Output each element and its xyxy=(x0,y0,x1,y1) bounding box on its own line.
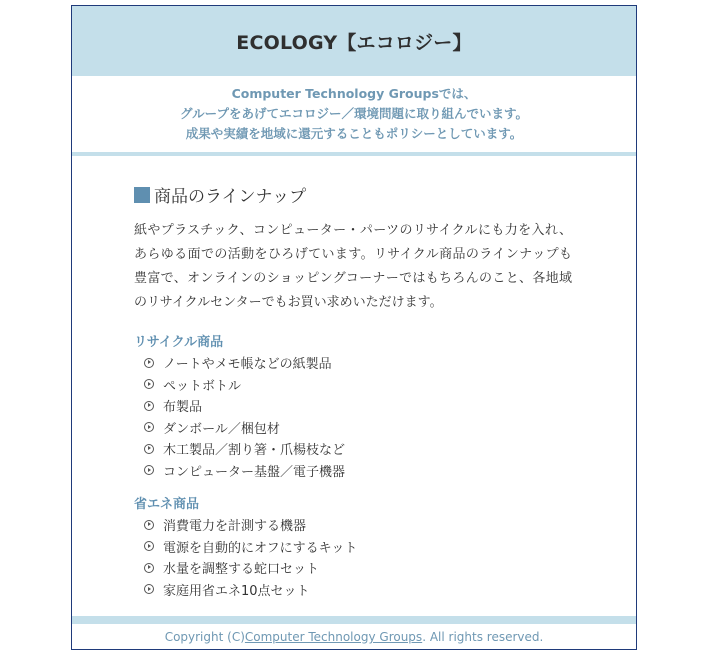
circled-triangle-bullet-icon xyxy=(144,465,154,475)
list-item xyxy=(144,417,636,439)
intro-line-1: Computer Technology Groupsでは、 xyxy=(231,86,477,101)
intro-line-3: 成果や実績を地域に還元することもポリシーとしています。 xyxy=(185,126,523,141)
list-item-label: 水量を調整する蛇口セット xyxy=(163,562,320,578)
circled-triangle-bullet-icon xyxy=(144,422,154,432)
page-header xyxy=(72,6,636,76)
section-body: 紙やプラスチック、コンピューター・パーツのリサイクルにも力を入れ、あらゆる面での活動をひろげています。リサイクル商品のラインナップも豊富で、オンラインのショッピングコーナーではもちろんのこと、各地域のリサイクルセンターでもお買い求めいただけます。 xyxy=(134,223,572,310)
category-title-energy: 省エネ商品 xyxy=(134,497,200,512)
square-marker-icon xyxy=(134,187,150,203)
list-item xyxy=(144,536,636,558)
list-item-label: 布製品 xyxy=(163,400,203,416)
list-item-label: ペットボトル xyxy=(163,378,242,394)
circled-triangle-bullet-icon xyxy=(144,584,154,594)
list-item xyxy=(144,460,636,482)
list-item-label: ダンボール／梱包材 xyxy=(163,421,280,437)
intro-line-2: グループをあげてエコロジー／環境問題に取り組んでいます。 xyxy=(179,106,528,121)
list-item xyxy=(144,374,636,396)
copyright-prefix: Copyright (C) xyxy=(164,630,245,644)
list-item-label: 消費電力を計測する機器 xyxy=(163,519,307,535)
list-item xyxy=(144,395,636,417)
list-item-label: 家庭用省エネ10点セット xyxy=(163,583,310,599)
recycle-list xyxy=(134,352,636,481)
list-item xyxy=(144,579,636,601)
circled-triangle-bullet-icon xyxy=(144,401,154,411)
section-title: 商品のラインナップ xyxy=(154,187,307,207)
list-item-label: 木工製品／割り箸・爪楊枝など xyxy=(163,443,346,459)
circled-triangle-bullet-icon xyxy=(144,563,154,573)
list-item-label: コンピューター基盤／電子機器 xyxy=(163,464,346,480)
page-title: ECOLOGY【エコロジー】 xyxy=(236,31,472,54)
list-item xyxy=(144,352,636,374)
category-title-recycle: リサイクル商品 xyxy=(134,335,224,350)
circled-triangle-bullet-icon xyxy=(144,444,154,454)
list-item xyxy=(144,557,636,579)
list-item xyxy=(144,514,636,536)
energy-list xyxy=(134,514,636,600)
circled-triangle-bullet-icon xyxy=(144,358,154,368)
circled-triangle-bullet-icon xyxy=(144,520,154,530)
circled-triangle-bullet-icon xyxy=(144,379,154,389)
list-item xyxy=(144,438,636,460)
intro-block xyxy=(72,76,636,156)
footer-divider xyxy=(72,616,636,624)
copyright-suffix: . All rights reserved. xyxy=(422,630,544,644)
copyright-link[interactable]: Computer Technology Groups xyxy=(244,630,423,644)
circled-triangle-bullet-icon xyxy=(144,541,154,551)
page-frame xyxy=(71,5,637,650)
section-heading xyxy=(134,182,636,207)
main-content xyxy=(72,156,636,611)
list-item-label: 電源を自動的にオフにするキット xyxy=(163,540,358,556)
footer xyxy=(72,624,636,650)
list-item-label: ノートやメモ帳などの紙製品 xyxy=(163,357,332,373)
